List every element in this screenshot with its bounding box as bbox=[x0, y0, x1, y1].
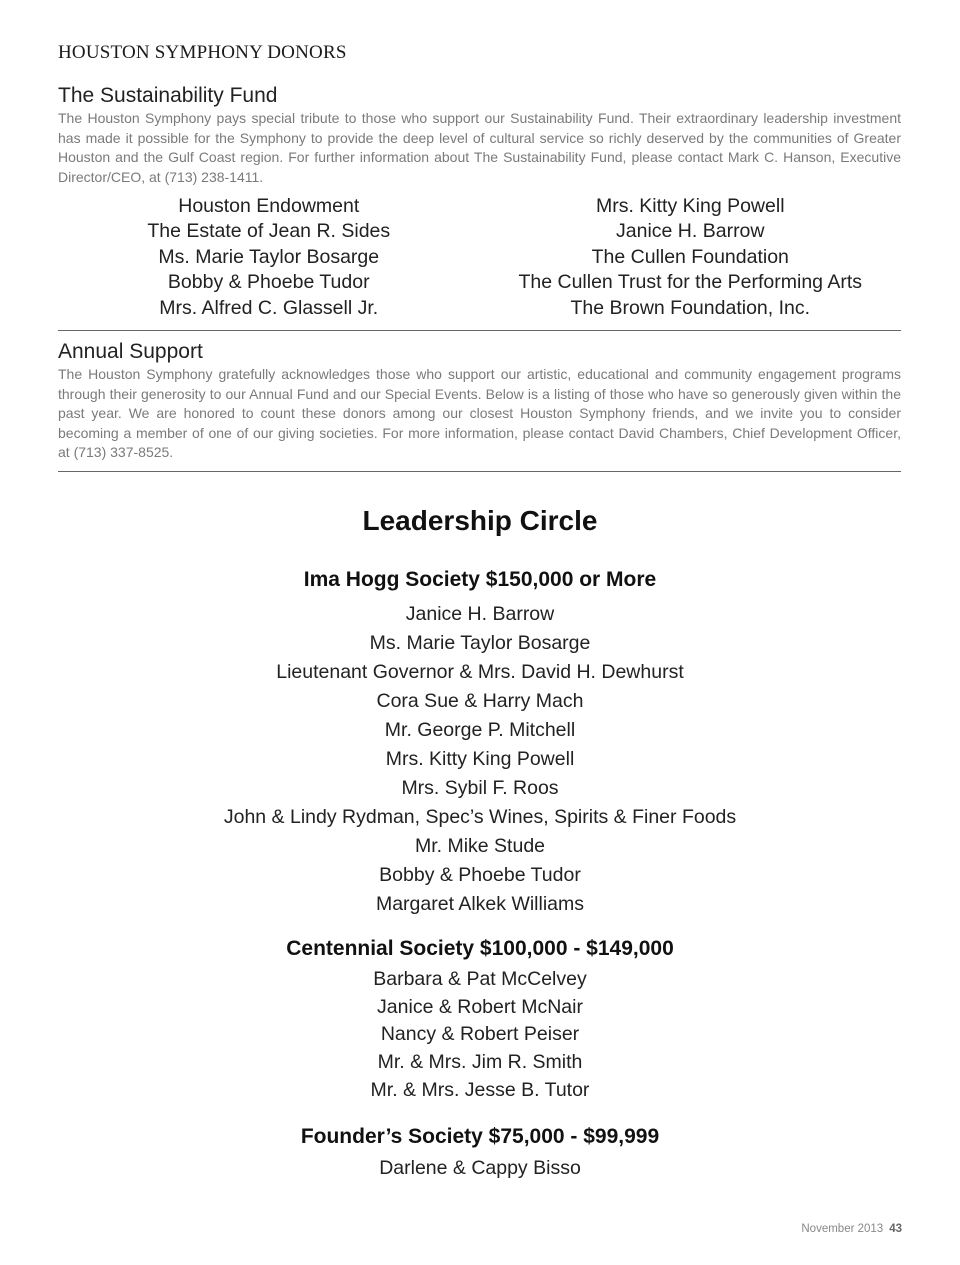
donor-name: Houston Endowment bbox=[178, 195, 360, 217]
donor-name: Mrs. Sybil F. Roos bbox=[401, 777, 559, 799]
donor-name: The Estate of Jean R. Sides bbox=[147, 220, 391, 243]
divider bbox=[58, 471, 901, 472]
right-donor-column bbox=[480, 194, 902, 321]
tier-names-centennial bbox=[0, 966, 960, 1105]
donor-name: Lieutenant Governor & Mrs. David H. Dewhurst bbox=[276, 661, 684, 683]
page-footer bbox=[801, 1223, 902, 1235]
donor-name: Nancy & Robert Peiser bbox=[380, 1023, 580, 1046]
divider bbox=[58, 330, 901, 331]
left-donor-column bbox=[58, 194, 480, 321]
donor-name: Mr. Mike Stude bbox=[414, 835, 546, 857]
donor-name: Mrs. Kitty King Powell bbox=[385, 748, 575, 770]
donor-name: Janice H. Barrow bbox=[405, 603, 555, 625]
donor-name: Barbara & Pat McCelvey bbox=[373, 968, 587, 990]
section-label: HOUSTON SYMPHONY DONORS bbox=[58, 42, 347, 63]
sustainability-donor-columns bbox=[58, 194, 901, 321]
donor-name: Mr. & Mrs. Jesse B. Tutor bbox=[370, 1078, 590, 1101]
donor-name: Cora Sue & Harry Mach bbox=[376, 690, 584, 712]
sustainability-title: The Sustainability Fund bbox=[58, 84, 278, 107]
donor-name: The Cullen Foundation bbox=[591, 245, 789, 268]
donor-name: The Brown Foundation, Inc. bbox=[570, 296, 811, 319]
donor-name: Ms. Marie Taylor Bosarge bbox=[369, 632, 591, 654]
donor-name: John & Lindy Rydman, Spec’s Wines, Spirits & Finer Foods bbox=[223, 806, 737, 828]
donor-name: Mr. George P. Mitchell bbox=[384, 719, 576, 741]
tier-names-ima-hogg bbox=[0, 600, 960, 919]
sustainability-paragraph: The Houston Symphony pays special tribute to those who support our Sustainability Fund. Their extraordinary leadership investment has made it possible for the Symphony to provide the deep level of cultural service so richly deserved by the communities of Greater Houston and the Gulf Coast region. For further information about The Sustainability Fund, please contact Mark C. Hanson, Executive Director/CEO, at (713) 238-1411. bbox=[58, 110, 901, 185]
donor-name: Mrs. Alfred C. Glassell Jr. bbox=[159, 296, 379, 319]
tier-title-founders: Founder’s Society $75,000 - $99,999 bbox=[300, 1125, 660, 1148]
annual-support-title: Annual Support bbox=[58, 340, 203, 363]
donor-name: Mr. & Mrs. Jim R. Smith bbox=[377, 1051, 583, 1074]
donor-name: The Cullen Trust for the Performing Arts bbox=[518, 271, 863, 294]
donor-name: Janice & Robert McNair bbox=[377, 995, 583, 1018]
tier-title-ima-hogg: Ima Hogg Society $150,000 or More bbox=[303, 568, 657, 591]
issue-date: November 2013 bbox=[801, 1223, 884, 1235]
donor-name: Darlene & Cappy Bisso bbox=[379, 1157, 581, 1179]
donor-name: Margaret Alkek Williams bbox=[375, 893, 585, 915]
tier-title-centennial: Centennial Society $100,000 - $149,000 bbox=[286, 937, 674, 960]
annual-support-paragraph: The Houston Symphony gratefully acknowledges those who support our artistic, educational and community engagement programs through their generosity to our Annual Fund and our Special Events. Below is a listing of those who have so generously given within the past year. We are honored to count these donors among our closest Houston Symphony friends, and we invite you to consider becoming a member of one of our giving societies. For more information, please contact David Chambers, Chief Development Officer, at (713) 337-8525. bbox=[58, 366, 901, 461]
donor-name: Ms. Marie Taylor Bosarge bbox=[158, 245, 380, 268]
leadership-circle-title: Leadership Circle bbox=[362, 505, 598, 536]
donor-name: Mrs. Kitty King Powell bbox=[595, 195, 785, 217]
donor-name: Bobby & Phoebe Tudor bbox=[379, 864, 581, 886]
tier-names-founders bbox=[0, 1155, 960, 1181]
page-number: 43 bbox=[889, 1223, 902, 1235]
donor-name: Bobby & Phoebe Tudor bbox=[167, 271, 370, 294]
donor-name: Janice H. Barrow bbox=[616, 220, 765, 243]
